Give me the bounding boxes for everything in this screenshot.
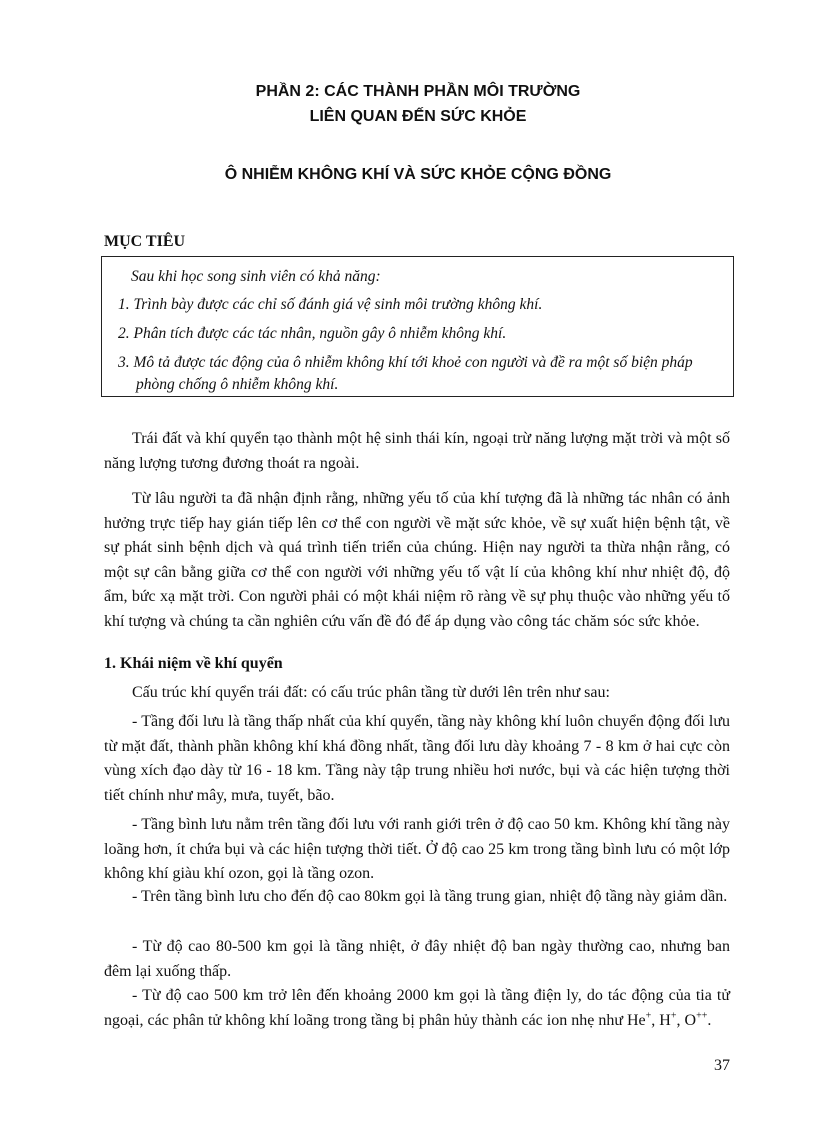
ionosphere-text: - Từ độ cao 500 km trở lên đến khoảng 2000 km gọi là tầng điện ly, do tác động của tia tử ngoại, các phân tử không khí loãng trong tầng bị phân hủy thành các ion nhẹ như [104,987,730,1029]
paragraph-intro-earth: Trái đất và khí quyển tạo thành một hệ sinh thái kín, ngoại trừ năng lượng mặt trời và một số năng lượng tương đương thoát ra ngoài. [104,430,730,472]
objective-item-2: 2. Phân tích được các tác nhân, nguồn gây ô nhiễm không khí. [118,325,507,342]
part-title-line2: LIÊN QUAN ĐẾN SỨC KHỎE [309,108,527,125]
ion-oxygen-charge: ++ [696,1010,708,1022]
objectives-heading: MỤC TIÊU [104,233,186,250]
paragraph-ionosphere: - Từ độ cao 500 km trở lên đến khoảng 2000 km gọi là tầng điện ly, do tác động của tia tử ngoại, các phân tử không khí loãng trong tầng bị phân hủy thành các ion nhẹ như He+, H+, O++. [104,987,730,1029]
ion-helium: He [627,1011,646,1029]
page-number: 37 [714,1057,730,1074]
paragraph-mesosphere: - Trên tầng bình lưu cho đến độ cao 80km gọi là tầng trung gian, nhiệt độ tầng này giảm dần. [132,888,728,905]
ion-hydrogen-charge: + [670,1010,677,1022]
chapter-title: Ô NHIỄM KHÔNG KHÍ VÀ SỨC KHỎE CỘNG ĐỒNG [224,166,612,183]
paragraph-atmosphere-structure: Cấu trúc khí quyển trái đất: có cấu trúc phân tầng từ dưới lên trên như sau: [132,684,610,701]
paragraph-stratosphere: - Tầng bình lưu nằm trên tầng đối lưu với ranh giới trên ở độ cao 50 km. Không khí tầng này loãng hơn, ít chứa bụi và các hiện tượng thời tiết. Ở độ cao 25 km trong tầng bình lưu có một lớp không khí giàu khí ozon, gọi là tầng ozon. [104,816,730,882]
objectives-intro: Sau khi học song sinh viên có khả năng: [131,268,381,285]
objective-item-1: 1. Trình bày được các chỉ số đánh giá vệ sinh môi trường không khí. [118,296,543,313]
section-heading-atmosphere: 1. Khái niệm về khí quyển [104,655,283,672]
objectives-box [101,256,734,397]
ion-oxygen: O [684,1011,697,1029]
ion-helium-charge: + [645,1010,652,1022]
objective-item-3-continued: phòng chống ô nhiễm không khí. [136,376,339,393]
objective-item-3: 3. Mô tả được tác động của ô nhiễm không khí tới khoẻ con người và đề ra một số biện pháp [118,354,693,371]
paragraph-meteorology: Từ lâu người ta đã nhận định rằng, những yếu tố của khí tượng đã là những tác nhân có ảnh hưởng trực tiếp hay gián tiếp lên cơ thể con người về mặt sức khỏe, về sự xuất hiện bệnh tật, về sự phát sinh bệnh dịch và quá trình tiến triển của chúng. Hiện nay người ta thừa nhận rằng, có một sự cân bằng giữa cơ thể con người với những yếu tố vật lí của không khí như nhiệt độ, độ ẩm, bức xạ mặt trời. Con người phải có một khái niệm rõ ràng về sự phụ thuộc vào những yếu tố khí tượng và chúng ta cần nghiên cứu vấn đề đó để áp dụng vào công tác chăm sóc sức khỏe. [104,490,730,630]
ion-hydrogen: H [659,1011,671,1029]
paragraph-thermosphere: - Từ độ cao 80-500 km gọi là tầng nhiệt, ở đây nhiệt độ ban ngày thường cao, nhưng ban đêm lại xuống thấp. [104,938,730,980]
part-title-line1: PHẦN 2: CÁC THÀNH PHẦN MÔI TRƯỜNG [255,83,581,100]
paragraph-troposphere: - Tầng đối lưu là tầng thấp nhất của khí quyển, tầng này không khí luôn chuyển động đối lưu từ mặt đất, thành phần không khí khá đồng nhất, tầng đối lưu dày khoảng 7 - 8 km ở hai cực còn vùng xích đạo dày từ 16 - 18 km. Tầng này tập trung nhiều hơi nước, bụi và các hiện tượng thời tiết chính như mây, mưa, tuyết, bão. [104,713,730,804]
